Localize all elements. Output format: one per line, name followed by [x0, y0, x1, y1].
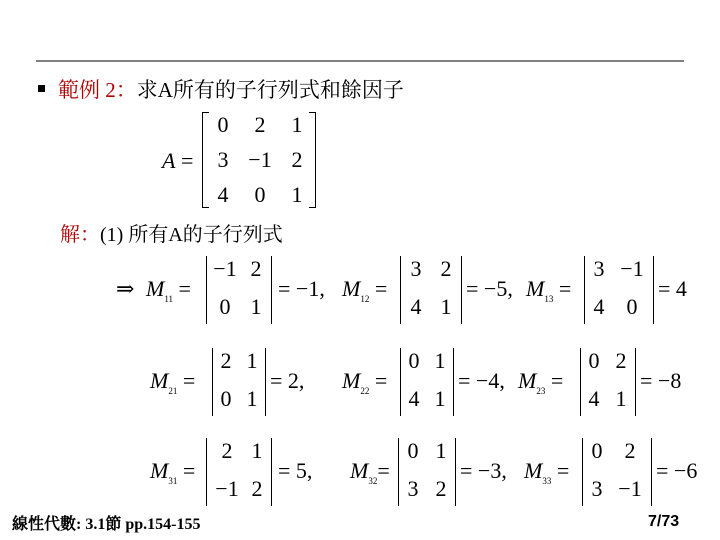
determinant-cell: 2 [615, 348, 627, 373]
matrix-a-right-bracket [309, 112, 316, 208]
determinant-cell: 2 [251, 476, 263, 501]
determinant-cell: 1 [251, 438, 263, 463]
example-label: 範例 2： [58, 78, 137, 102]
determinant-cell: 2 [250, 256, 262, 281]
determinant-bar [206, 438, 207, 506]
determinant-cell: 0 [408, 348, 420, 373]
determinant-bar [400, 348, 401, 416]
example-text: 求A所有的子行列式和餘因子 [136, 78, 404, 102]
minor-label: $M_{21}$ = [150, 368, 196, 396]
minor-symbol: M [146, 276, 165, 301]
minor-symbol: M [524, 458, 543, 483]
minor-value: = 5, [278, 458, 313, 483]
minor-symbol: M [350, 458, 369, 483]
determinant-bar [271, 256, 272, 324]
minor-subscript: 31 [168, 476, 178, 486]
determinant-cell: 4 [408, 386, 420, 411]
solution-label: 解： [60, 224, 100, 246]
determinant-bar [398, 438, 399, 506]
minor-symbol: M [342, 368, 361, 393]
determinant-cell: 3 [410, 256, 422, 281]
matrix-a-cell: −1 [248, 147, 272, 172]
determinant-cell: −1 [618, 476, 642, 501]
minor-value: = 2, [270, 368, 305, 393]
matrix-a-cell: 1 [291, 182, 303, 207]
minor-subscript: 22 [360, 386, 370, 396]
minor-subscript: 11 [164, 294, 173, 304]
minor-value: = −4, [458, 368, 505, 393]
minor-label: $M_{23}$ = [518, 368, 564, 396]
minor-value: = −5, [466, 276, 513, 301]
minor-symbol: M [342, 276, 361, 301]
determinant-cell: 3 [407, 476, 419, 501]
determinant-cell: 0 [591, 438, 603, 463]
minor-determinant [206, 438, 272, 506]
determinant-cell: 1 [434, 348, 446, 373]
matrix-a-lhs: A = [162, 148, 194, 173]
minor-value: = −6 [656, 458, 698, 483]
determinant-cell: 0 [588, 348, 600, 373]
determinant-bar [651, 438, 652, 506]
implies-arrow: ⇒ [116, 276, 135, 301]
minor-value: = 4 [658, 276, 687, 301]
determinant-cell: 2 [624, 438, 636, 463]
determinant-bar [582, 438, 583, 506]
minor-subscript: 13 [544, 294, 554, 304]
minor-subscript: 33 [542, 476, 552, 486]
determinant-cell: −1 [215, 476, 239, 501]
determinant-bar [455, 438, 456, 506]
matrix-a-cell: 2 [254, 112, 266, 137]
matrix-a-cell: 3 [217, 147, 229, 172]
determinant-cell: 0 [219, 294, 231, 319]
minor-label: $M_{12}$ = [342, 276, 388, 304]
matrix-a-cell: 2 [291, 147, 303, 172]
matrix-a-cell: 0 [254, 182, 266, 207]
minor-determinant [400, 348, 454, 416]
determinant-cell: 0 [407, 438, 419, 463]
determinant-cell: 3 [593, 256, 605, 281]
minor-determinant [580, 348, 636, 416]
minor-determinant [206, 256, 272, 324]
minor-determinant [584, 256, 654, 324]
matrix-a [202, 112, 316, 208]
minor-label: $M_{11}$ = [146, 276, 191, 304]
determinant-cell: 0 [626, 294, 638, 319]
determinant-cell: 1 [434, 386, 446, 411]
determinant-cell: 1 [246, 386, 258, 411]
minor-determinant [400, 256, 462, 324]
determinant-bar [635, 348, 636, 416]
minor-determinant [212, 348, 266, 416]
footer-reference: 線性代數: 3.1節 pp.154-155 [12, 516, 201, 533]
determinant-cell: 2 [221, 438, 233, 463]
determinant-bar [265, 348, 266, 416]
matrix-a-name: A [162, 148, 176, 173]
determinant-cell: 2 [220, 348, 232, 373]
determinant-bar [453, 348, 454, 416]
minor-symbol: M [150, 458, 169, 483]
determinant-cell: 1 [246, 348, 258, 373]
minor-subscript: 21 [168, 386, 178, 396]
determinant-cell: 1 [435, 438, 447, 463]
determinant-bar [271, 438, 272, 506]
determinant-cell: 2 [435, 476, 447, 501]
determinant-cell: 3 [591, 476, 603, 501]
title-divider [36, 60, 684, 62]
minor-determinant [582, 438, 652, 506]
determinant-cell: 1 [250, 294, 262, 319]
matrix-a-cell: 4 [217, 182, 229, 207]
page-number: 7/73 [648, 513, 680, 530]
determinant-bar [461, 256, 462, 324]
bullet-icon [38, 85, 45, 92]
minor-symbol: M [518, 368, 537, 393]
determinant-bar [206, 256, 207, 324]
minor-label: $M_{31}$ = [150, 458, 196, 486]
determinant-cell: 2 [440, 256, 452, 281]
determinant-cell: 4 [593, 294, 605, 319]
matrix-a-cell: 0 [217, 112, 229, 137]
matrix-a-cell: 1 [291, 112, 303, 137]
determinant-cell: 0 [220, 386, 232, 411]
determinant-cell: −1 [620, 256, 644, 281]
matrix-a-left-bracket [202, 112, 209, 208]
minor-determinant [398, 438, 456, 506]
minor-symbol: M [526, 276, 545, 301]
determinant-cell: 4 [410, 294, 422, 319]
minor-label: $M_{33}$ = [524, 458, 570, 486]
minor-symbol: M [150, 368, 169, 393]
determinant-cell: 1 [440, 294, 452, 319]
example-heading [58, 74, 404, 104]
minor-subscript: 32 [368, 476, 378, 486]
determinant-bar [653, 256, 654, 324]
minor-label: $M_{13}$ = [526, 276, 572, 304]
minor-label: $M_{22}$ = [342, 368, 388, 396]
minor-subscript: 23 [536, 386, 546, 396]
determinant-cell: −1 [213, 256, 237, 281]
minor-label: $M_{32}=$ [350, 458, 390, 486]
solution-text: (1) 所有A的子行列式 [100, 224, 283, 246]
determinant-bar [584, 256, 585, 324]
determinant-bar [400, 256, 401, 324]
minor-subscript: 12 [360, 294, 370, 304]
determinant-cell: 1 [615, 386, 627, 411]
minor-value: = −3, [460, 458, 507, 483]
determinant-bar [580, 348, 581, 416]
minor-value: = −8 [640, 368, 682, 393]
solution-line [60, 218, 283, 247]
determinant-cell: 4 [588, 386, 600, 411]
minor-value: = −1, [278, 276, 325, 301]
determinant-bar [212, 348, 213, 416]
